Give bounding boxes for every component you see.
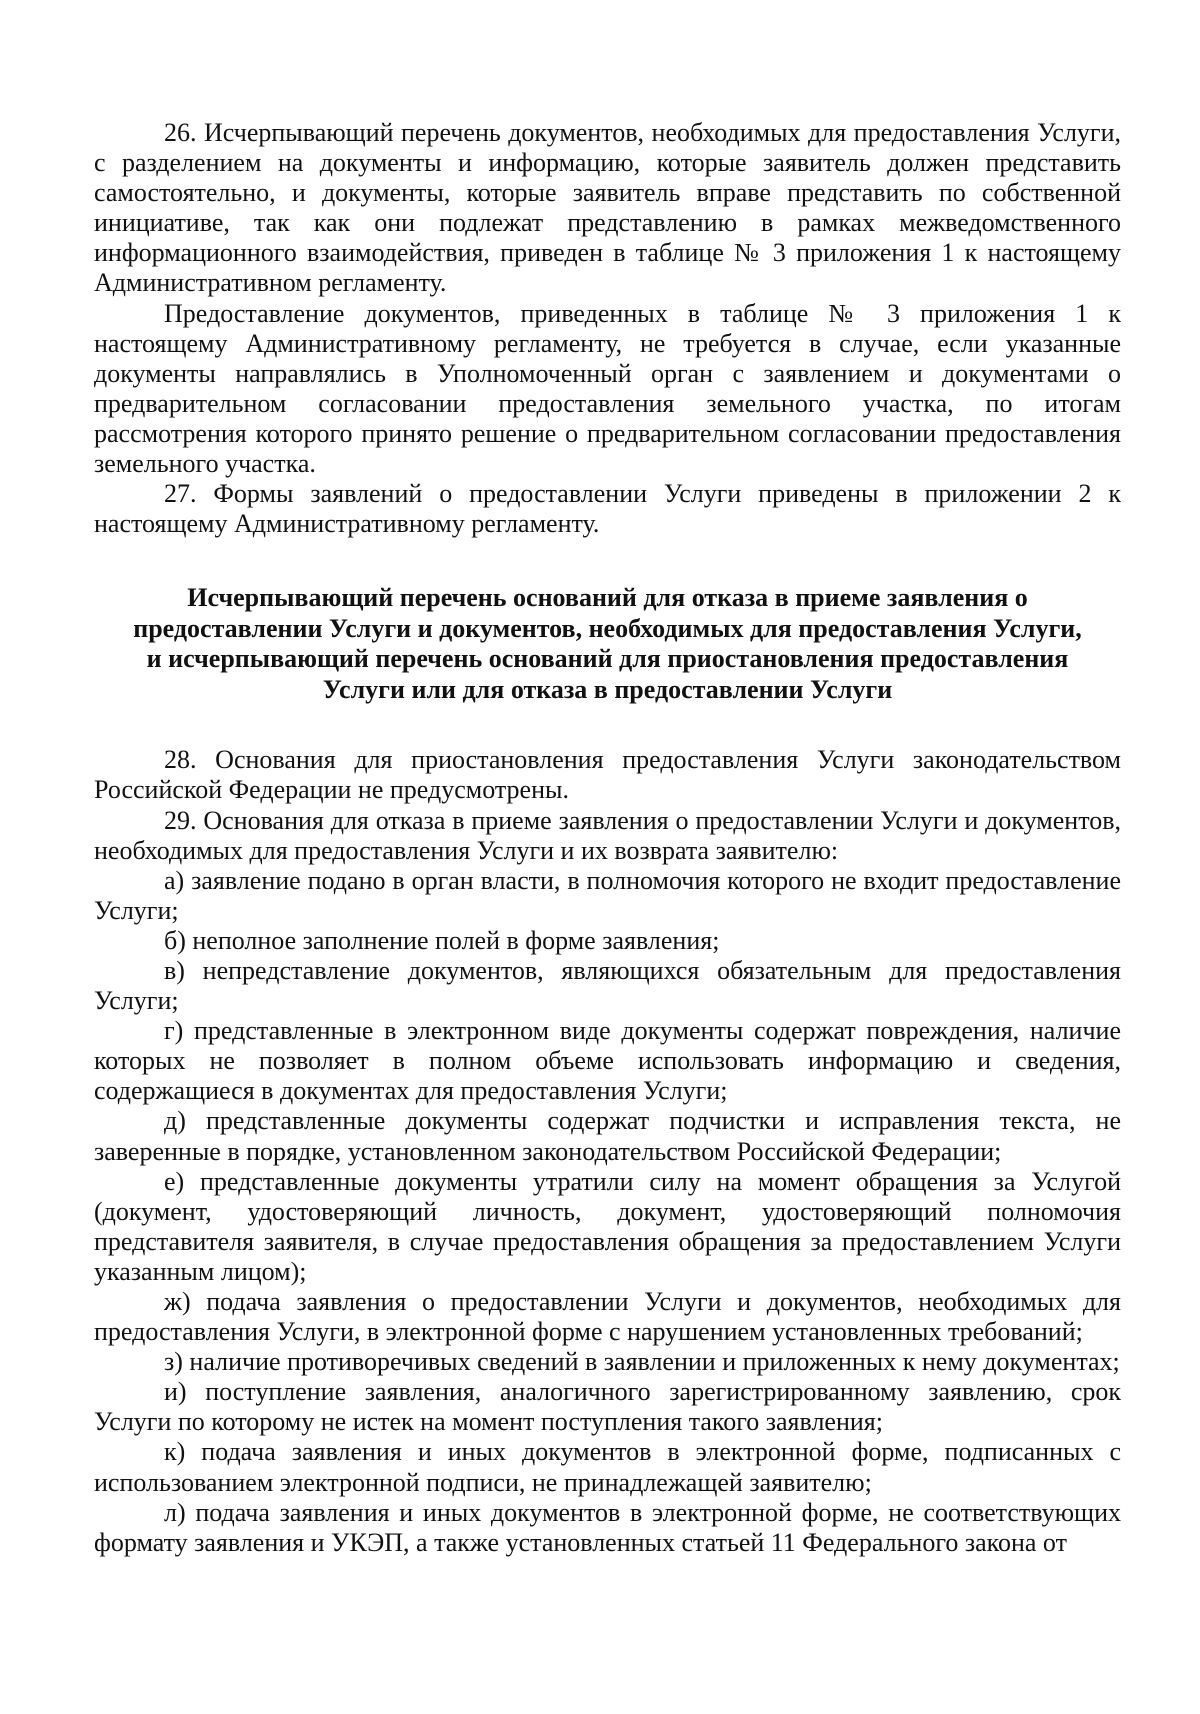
paragraph-27: 27. Формы заявлений о предоставлении Услуги приведены в приложении 2 к настоящему Административному регламенту. xyxy=(94,479,1121,539)
list-item-d: д) представленные документы содержат подчистки и исправления текста, не заверенные в порядке, установленном законодательством Российской Федерации; xyxy=(94,1106,1121,1166)
list-item-i: и) поступление заявления, аналогичного зарегистрированному заявлению, срок Услуги по которому не истек на момент поступления такого заявления; xyxy=(94,1377,1121,1437)
paragraph-28: 28. Основания для приостановления предоставления Услуги законодательством Российской Федерации не предусмотрены. xyxy=(94,745,1121,805)
list-item-zh: ж) подача заявления о предоставлении Услуги и документов, необходимых для предоставления Услуги, в электронной форме с нарушением установленных требований; xyxy=(94,1287,1121,1347)
list-item-e: е) представленные документы утратили силу на момент обращения за Услугой (документ, удостоверяющий личность, документ, удостоверяющий полномочия представителя заявителя, в случае предоставления обращения за предоставлением Услуги указанным лицом); xyxy=(94,1166,1121,1286)
section-heading: Исчерпывающий перечень оснований для отказа в приеме заявления о предоставлении Услуги и документов, необходимых для предоставления Услуги, и исчерпывающий перечень оснований для приостановления предоставления Услуги или для отказа в предоставлении Услуги xyxy=(133,583,1082,704)
list-item-z: з) наличие противоречивых сведений в заявлении и приложенных к нему документах; xyxy=(164,1347,1120,1377)
paragraph-29: 29. Основания для отказа в приеме заявления о предоставлении Услуги и документов, необходимых для предоставления Услуги и их возврата заявителю: xyxy=(94,805,1121,865)
list-item-v: в) непредставление документов, являющихся обязательным для предоставления Услуги; xyxy=(94,955,1121,1016)
list-item-l: л) подача заявления и иных документов в электронной форме, не соответствующих формату заявления и УКЭП, а также установленных статьей 11 Федерального закона от xyxy=(94,1497,1121,1557)
list-item-b: б) неполное заполнение полей в форме заявления; xyxy=(164,925,720,955)
list-item-g: г) представленные в электронном виде документы содержат повреждения, наличие которых не позволяет в полном объеме использовать информацию и сведения, содержащиеся в документах для предоставления Услуги; xyxy=(94,1016,1121,1106)
list-item-a: а) заявление подано в орган власти, в полномочия которого не входит предоставление Услуги; xyxy=(94,865,1121,925)
paragraph-26-continuation: Предоставление документов, приведенных в таблице № 3 приложения 1 к настоящему Административному регламенту, не требуется в случае, если указанные документы направлялись в Уполномоченный орган с заявлением и документами о предварительном согласовании предоставления земельного участка, по итогам рассмотрения которого принято решение о предварительном согласовании предоставления земельного участка. xyxy=(94,298,1121,479)
list-item-k: к) подача заявления и иных документов в электронной форме, подписанных с использованием электронной подписи, не принадлежащей заявителю; xyxy=(94,1437,1121,1497)
paragraph-26: 26. Исчерпывающий перечень документов, необходимых для предоставления Услуги, с разделением на документы и информацию, которые заявитель должен представить самостоятельно, и документы, которые заявитель вправе представить по собственной инициативе, так как они подлежат представлению в рамках межведомственного информационного взаимодействия, приведен в таблице № 3 приложения 1 к настоящему Административном регламенту. xyxy=(94,118,1121,298)
document-page xyxy=(94,118,1121,1558)
